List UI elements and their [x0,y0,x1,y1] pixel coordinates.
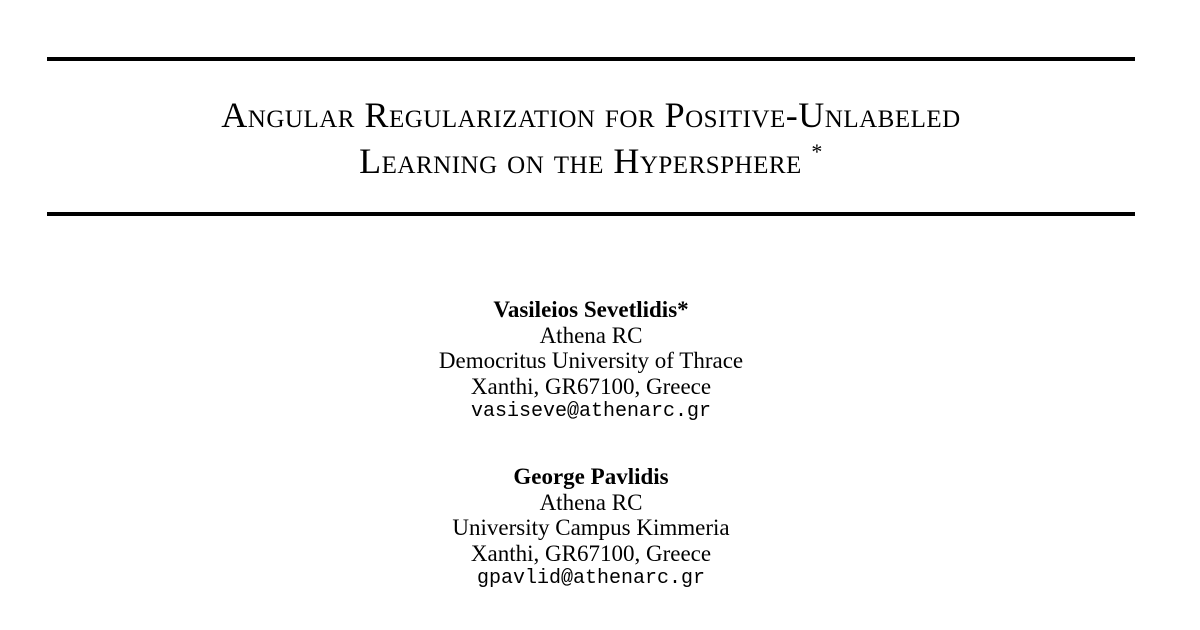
author-email[interactable]: gpavlid@athenarc.gr [476,567,706,591]
author-block-2 [0,464,1182,592]
author-name: George Pavlidis [513,464,669,489]
title-line-1: Angular Regularization for Positive-Unlabeled [221,95,961,135]
author-affiliation-line: Athena RC [539,322,643,348]
title-footnote-mark: * [811,139,823,164]
author-affiliation-line: Xanthi, GR67100, Greece [470,540,712,566]
author-name: Vasileios Sevetlidis* [493,297,689,322]
author-email[interactable]: vasiseve@athenarc.gr [470,400,712,424]
paper-title [47,92,1135,184]
title-line-2 [47,138,1135,184]
title-rule-bottom [47,212,1135,216]
author-affiliation-line: University Campus Kimmeria [452,515,730,541]
author-affiliation-line: Xanthi, GR67100, Greece [470,373,712,399]
author-affiliation-line: Democritus University of Thrace [438,348,744,374]
author-affiliation-line: Athena RC [539,489,643,515]
title-rule-top [47,57,1135,61]
author-block-1 [0,297,1182,425]
title-line-2-text: Learning on the Hypersphere [359,141,802,181]
